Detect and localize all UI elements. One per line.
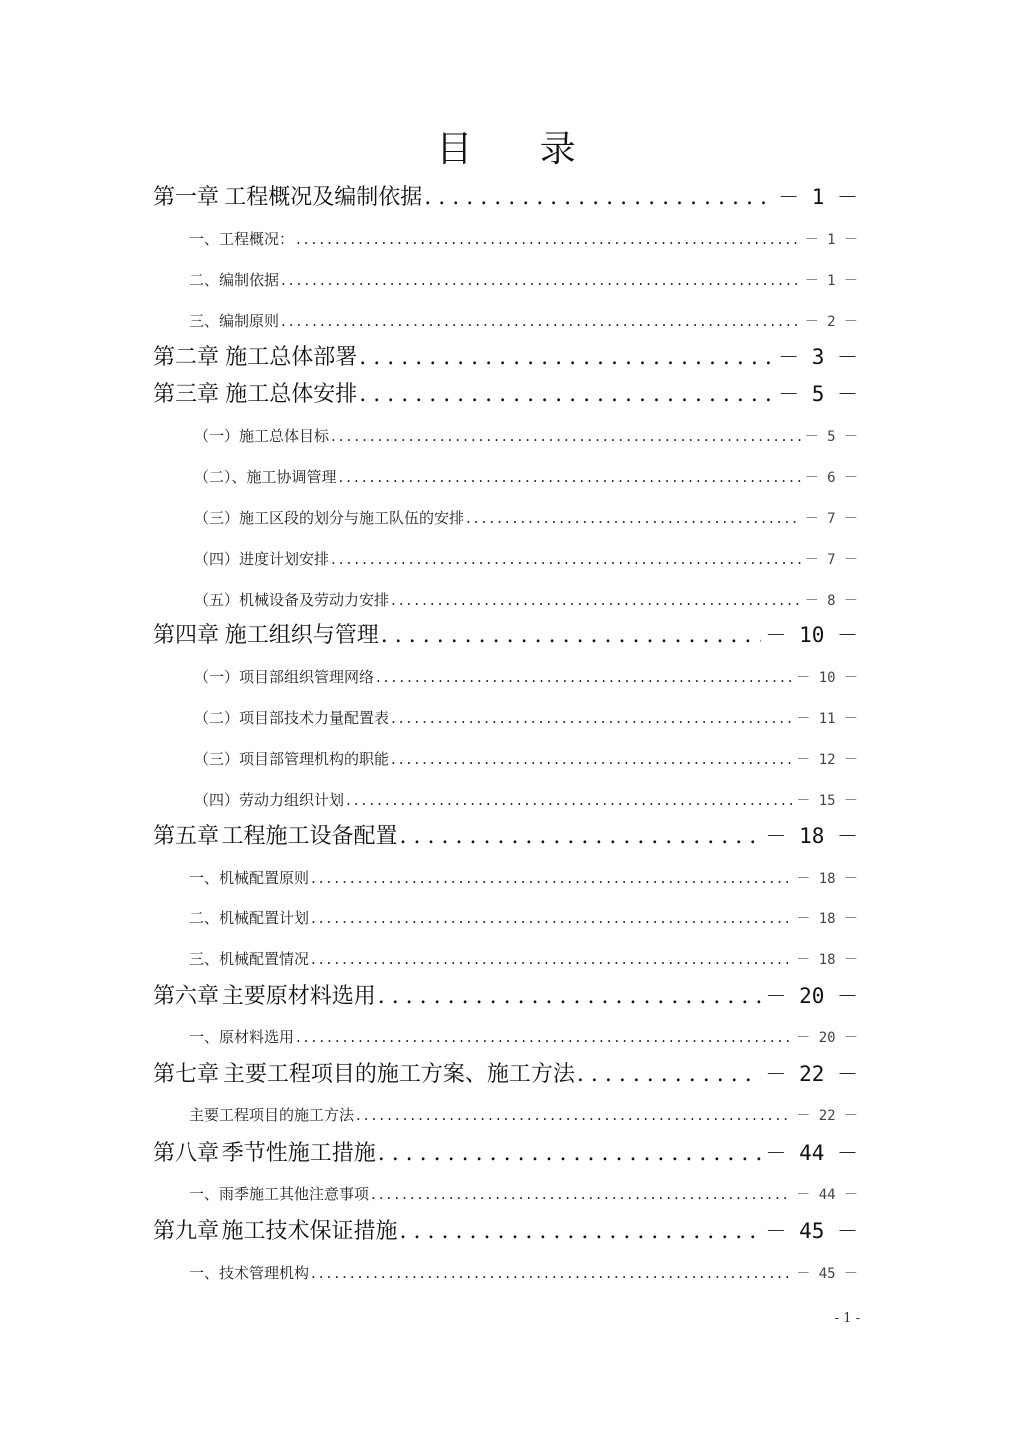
chapter-title: 工程施工设备配置 (221, 824, 398, 849)
toc-section-entry[interactable] (194, 547, 858, 571)
dot-leader (311, 947, 792, 971)
toc-chapter-entry[interactable] (153, 1215, 858, 1247)
page-ref: － 7 － (804, 552, 858, 568)
chapter-title: 主要工程项目的施工方案、施工方法 (222, 1062, 575, 1087)
dot-leader (400, 821, 762, 852)
toc-section-entry[interactable] (194, 706, 858, 730)
toc-section-entry[interactable] (189, 309, 858, 333)
dot-leader (331, 424, 801, 448)
page-ref: － 1 － (804, 232, 858, 248)
page-ref: － 18 － (796, 871, 858, 887)
dot-leader (378, 1138, 762, 1169)
toc-section-entry[interactable] (189, 1261, 858, 1285)
dot-leader (378, 981, 762, 1012)
dot-leader (339, 465, 801, 489)
toc-section-entry[interactable] (194, 424, 858, 448)
dot-leader (356, 1103, 792, 1127)
page-ref: － 20 － (796, 1030, 858, 1046)
section-title: 一、原材料选用 (189, 1028, 295, 1046)
toc-section-entry[interactable] (189, 1103, 858, 1127)
dot-leader (311, 906, 792, 930)
toc-chapter-entry[interactable] (153, 1058, 858, 1090)
section-title: 一、工程概况： (189, 230, 295, 248)
section-title: 二、编制依据 (189, 271, 280, 289)
page-ref: － 8 － (804, 593, 858, 609)
page-ref: － 5 － (804, 429, 858, 445)
dot-leader (376, 665, 792, 689)
page-ref: － 44 － (765, 1141, 858, 1165)
section-title: 主要工程项目的施工方法 (189, 1106, 355, 1124)
section-title: （五）机械设备及劳动力安排 (194, 591, 390, 609)
toc-chapter-entry[interactable] (153, 980, 858, 1012)
page-ref: － 3 － (778, 345, 858, 369)
chapter-title: 工程概况及编制依据 (224, 185, 423, 210)
page-ref: － 18 － (796, 911, 858, 927)
chapter-number: 第二章 (153, 345, 220, 370)
dot-leader (296, 1025, 792, 1049)
toc-section-entry[interactable] (189, 906, 858, 930)
chapter-number: 第四章 (153, 623, 220, 648)
section-title: （三）项目部管理机构的职能 (194, 750, 390, 768)
toc-chapter-entry[interactable] (153, 341, 858, 373)
page-ref: － 5 － (778, 382, 858, 406)
toc-section-entry[interactable] (194, 747, 858, 771)
section-title: 三、编制原则 (189, 312, 280, 330)
page-ref: － 15 － (796, 793, 858, 809)
dot-leader (391, 706, 792, 730)
toc-chapter-entry[interactable] (153, 1137, 858, 1169)
dot-leader (359, 342, 774, 373)
page-ref: － 1 － (778, 185, 858, 209)
dot-leader (311, 1261, 792, 1285)
page-ref: － 10 － (796, 670, 858, 686)
toc-chapter-entry[interactable] (153, 181, 858, 213)
toc-section-entry[interactable] (189, 866, 858, 890)
page-ref: － 44 － (796, 1187, 858, 1203)
chapter-title: 施工组织与管理 (224, 623, 379, 648)
dot-leader (466, 506, 801, 530)
page-title: 目 录 (436, 129, 604, 170)
page-ref: － 22 － (796, 1108, 858, 1124)
dot-leader (391, 747, 792, 771)
chapter-number: 第七章 (153, 1062, 220, 1087)
toc-section-entry[interactable] (194, 465, 858, 489)
page-ref: － 12 － (796, 752, 858, 768)
chapter-title: 施工总体部署 (225, 345, 358, 370)
section-title: （四）进度计划安排 (194, 550, 330, 568)
section-title: 二、机械配置计划 (189, 909, 310, 927)
chapter-title: 主要原材料选用 (221, 984, 376, 1009)
dot-leader (359, 379, 774, 410)
page-ref: － 6 － (804, 470, 858, 486)
dot-leader (281, 268, 801, 292)
toc-section-entry[interactable] (189, 1182, 858, 1206)
chapter-title: 施工总体安排 (225, 382, 358, 407)
dot-leader (391, 588, 801, 612)
page-ref: － 20 － (765, 984, 858, 1008)
page-ref: － 45 － (765, 1219, 858, 1243)
chapter-title: 季节性施工措施 (221, 1141, 376, 1166)
section-title: （四）劳动力组织计划 (194, 791, 345, 809)
dot-leader (424, 182, 774, 213)
page-ref: － 45 － (796, 1266, 858, 1282)
toc-section-entry[interactable] (194, 788, 858, 812)
toc-section-entry[interactable] (194, 665, 858, 689)
page-ref: － 1 － (804, 273, 858, 289)
chapter-number: 第一章 (153, 185, 220, 210)
toc-chapter-entry[interactable] (153, 619, 858, 651)
section-title: （三）施工区段的划分与施工队伍的安排 (194, 509, 465, 527)
section-title: 一、技术管理机构 (189, 1264, 310, 1282)
chapter-number: 第三章 (153, 382, 220, 407)
page-ref: － 18 － (765, 824, 858, 848)
toc-section-entry[interactable] (194, 588, 858, 612)
page-ref: － 2 － (804, 314, 858, 330)
dot-leader (346, 788, 792, 812)
section-title: 三、机械配置情况 (189, 950, 310, 968)
section-title: 一、机械配置原则 (189, 869, 310, 887)
toc-section-entry[interactable] (194, 506, 858, 530)
dot-leader (371, 1182, 792, 1206)
dot-leader (311, 866, 792, 890)
page-ref: － 11 － (796, 711, 858, 727)
page-ref: － 22 － (765, 1062, 858, 1086)
section-title: 一、雨季施工其他注意事项 (189, 1185, 370, 1203)
section-title: （一）施工总体目标 (194, 427, 330, 445)
chapter-number: 第五章 (153, 824, 220, 849)
toc-chapter-entry[interactable] (153, 378, 858, 410)
section-title: （二）、施工协调管理 (194, 468, 337, 486)
section-title: （一）项目部组织管理网络 (194, 668, 375, 686)
toc-chapter-entry[interactable] (153, 820, 858, 852)
toc-section-entry[interactable] (189, 268, 858, 292)
toc-section-entry[interactable] (189, 947, 858, 971)
dot-leader (381, 620, 762, 651)
page-ref: － 7 － (804, 511, 858, 527)
chapter-number: 第九章 (153, 1219, 220, 1244)
dot-leader (331, 547, 801, 571)
dot-leader (281, 309, 801, 333)
page-ref: － 18 － (796, 952, 858, 968)
page-ref: － 10 － (765, 623, 858, 647)
chapter-number: 第八章 (153, 1141, 220, 1166)
section-title: （二）项目部技术力量配置表 (194, 709, 390, 727)
toc-section-entry[interactable] (189, 1025, 858, 1049)
dot-leader (296, 227, 801, 251)
chapter-title: 施工技术保证措施 (221, 1219, 398, 1244)
dot-leader (577, 1059, 762, 1090)
chapter-number: 第六章 (153, 984, 220, 1009)
dot-leader (400, 1216, 762, 1247)
toc-section-entry[interactable] (189, 227, 858, 251)
footer-page-number: - 1 - (834, 1311, 860, 1326)
